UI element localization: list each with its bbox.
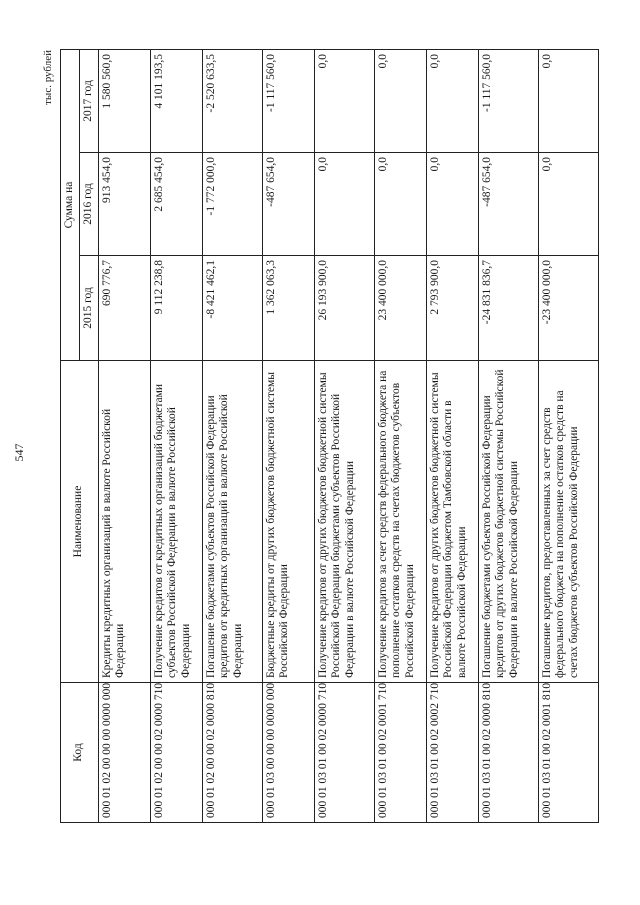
header-code: Код [61, 683, 99, 823]
row-value-2015: -23 400 000,0 [538, 256, 598, 361]
row-value-2015: 690 776,7 [98, 256, 150, 361]
row-name: Бюджетные кредиты от других бюджетов бюджетной системы Российской Федерации [262, 361, 314, 683]
header-name: Наименование [61, 361, 99, 683]
row-code: 000 01 03 00 00 00 0000 000 [262, 683, 314, 823]
table-row [202, 49, 262, 822]
row-value-2016: 0,0 [426, 153, 478, 256]
header-year-2017: 2017 год [79, 49, 98, 152]
row-value-2017: 4 101 193,5 [150, 49, 202, 152]
row-value-2016: 0,0 [314, 153, 374, 256]
row-name: Кредиты кредитных организаций в валюте Российской Федерации [98, 361, 150, 683]
row-value-2016: 2 685 454,0 [150, 153, 202, 256]
row-value-2015: 1 362 063,3 [262, 256, 314, 361]
row-value-2017: 0,0 [426, 49, 478, 152]
row-code: 000 01 03 01 00 02 0000 710 [314, 683, 374, 823]
table-row [478, 49, 538, 822]
row-value-2017: -1 117 560,0 [478, 49, 538, 152]
table-row [374, 49, 426, 822]
row-value-2015: -8 421 462,1 [202, 256, 262, 361]
units-label: тыс. рублей [42, 50, 54, 105]
row-value-2017: 0,0 [314, 49, 374, 152]
row-value-2017: 0,0 [538, 49, 598, 152]
row-value-2015: 2 793 900,0 [426, 256, 478, 361]
table-row [150, 49, 202, 822]
row-name: Погашение бюджетами субъектов Российской Федерации кредитов от кредитных организаций в валюте Российской Федерации [202, 361, 262, 683]
row-code: 000 01 03 01 00 02 0000 810 [478, 683, 538, 823]
header-year-2015: 2015 год [79, 256, 98, 361]
header-sum-group: Сумма на [61, 49, 80, 360]
table-body [98, 49, 598, 822]
row-value-2016: 913 454,0 [98, 153, 150, 256]
row-value-2015: 23 400 000,0 [374, 256, 426, 361]
row-code: 000 01 03 01 00 02 0001 810 [538, 683, 598, 823]
row-code: 000 01 03 01 00 02 0001 710 [374, 683, 426, 823]
row-value-2017: -1 117 560,0 [262, 49, 314, 152]
row-value-2017: -2 520 633,5 [202, 49, 262, 152]
row-name: Получение кредитов от кредитных организаций бюджетами субъектов Российской Федерации в валюте Российской Федерации [150, 361, 202, 683]
row-value-2016: 0,0 [538, 153, 598, 256]
row-code: 000 01 02 00 00 02 0000 810 [202, 683, 262, 823]
row-value-2017: 1 580 560,0 [98, 49, 150, 152]
row-name: Получение кредитов за счет средств федерального бюджета на пополнение остатков средств на счетах бюджетов субъектов Российской Федерации [374, 361, 426, 683]
header-year-2016: 2016 год [79, 153, 98, 256]
row-value-2015: -24 831 836,7 [478, 256, 538, 361]
budget-table [60, 49, 599, 823]
table-row [538, 49, 598, 822]
row-value-2016: -1 772 000,0 [202, 153, 262, 256]
row-name: Погашение кредитов, предоставленных за счет средств федерального бюджета на пополнение остатков средств на счетах бюджетов субъектов Российской Федерации [538, 361, 598, 683]
row-name: Получение кредитов от других бюджетов бюджетной системы Российской Федерации бюджетом Тамбовской области в валюте Российской Федерации [426, 361, 478, 683]
page-number: 547 [12, 443, 26, 462]
table-row [262, 49, 314, 822]
row-code: 000 01 02 00 00 00 0000 000 [98, 683, 150, 823]
row-value-2016: 0,0 [374, 153, 426, 256]
table-row [426, 49, 478, 822]
row-value-2015: 9 112 238,8 [150, 256, 202, 361]
row-value-2016: -487 654,0 [478, 153, 538, 256]
row-value-2017: 0,0 [374, 49, 426, 152]
row-name: Получение кредитов от других бюджетов бюджетной системы Российской Федерации бюджетами субъектов Российской Федерации в валюте Российской Федерации [314, 361, 374, 683]
row-value-2016: -487 654,0 [262, 153, 314, 256]
row-code: 000 01 03 01 00 02 0002 710 [426, 683, 478, 823]
row-value-2015: 26 193 900,0 [314, 256, 374, 361]
row-name: Погашение бюджетами субъектов Российской Федерации кредитов от других бюджетов бюджетной системы Российской Федерации в валюте Российской Федерации [478, 361, 538, 683]
row-code: 000 01 02 00 00 02 0000 710 [150, 683, 202, 823]
table-row [98, 49, 150, 822]
table-row [314, 49, 374, 822]
